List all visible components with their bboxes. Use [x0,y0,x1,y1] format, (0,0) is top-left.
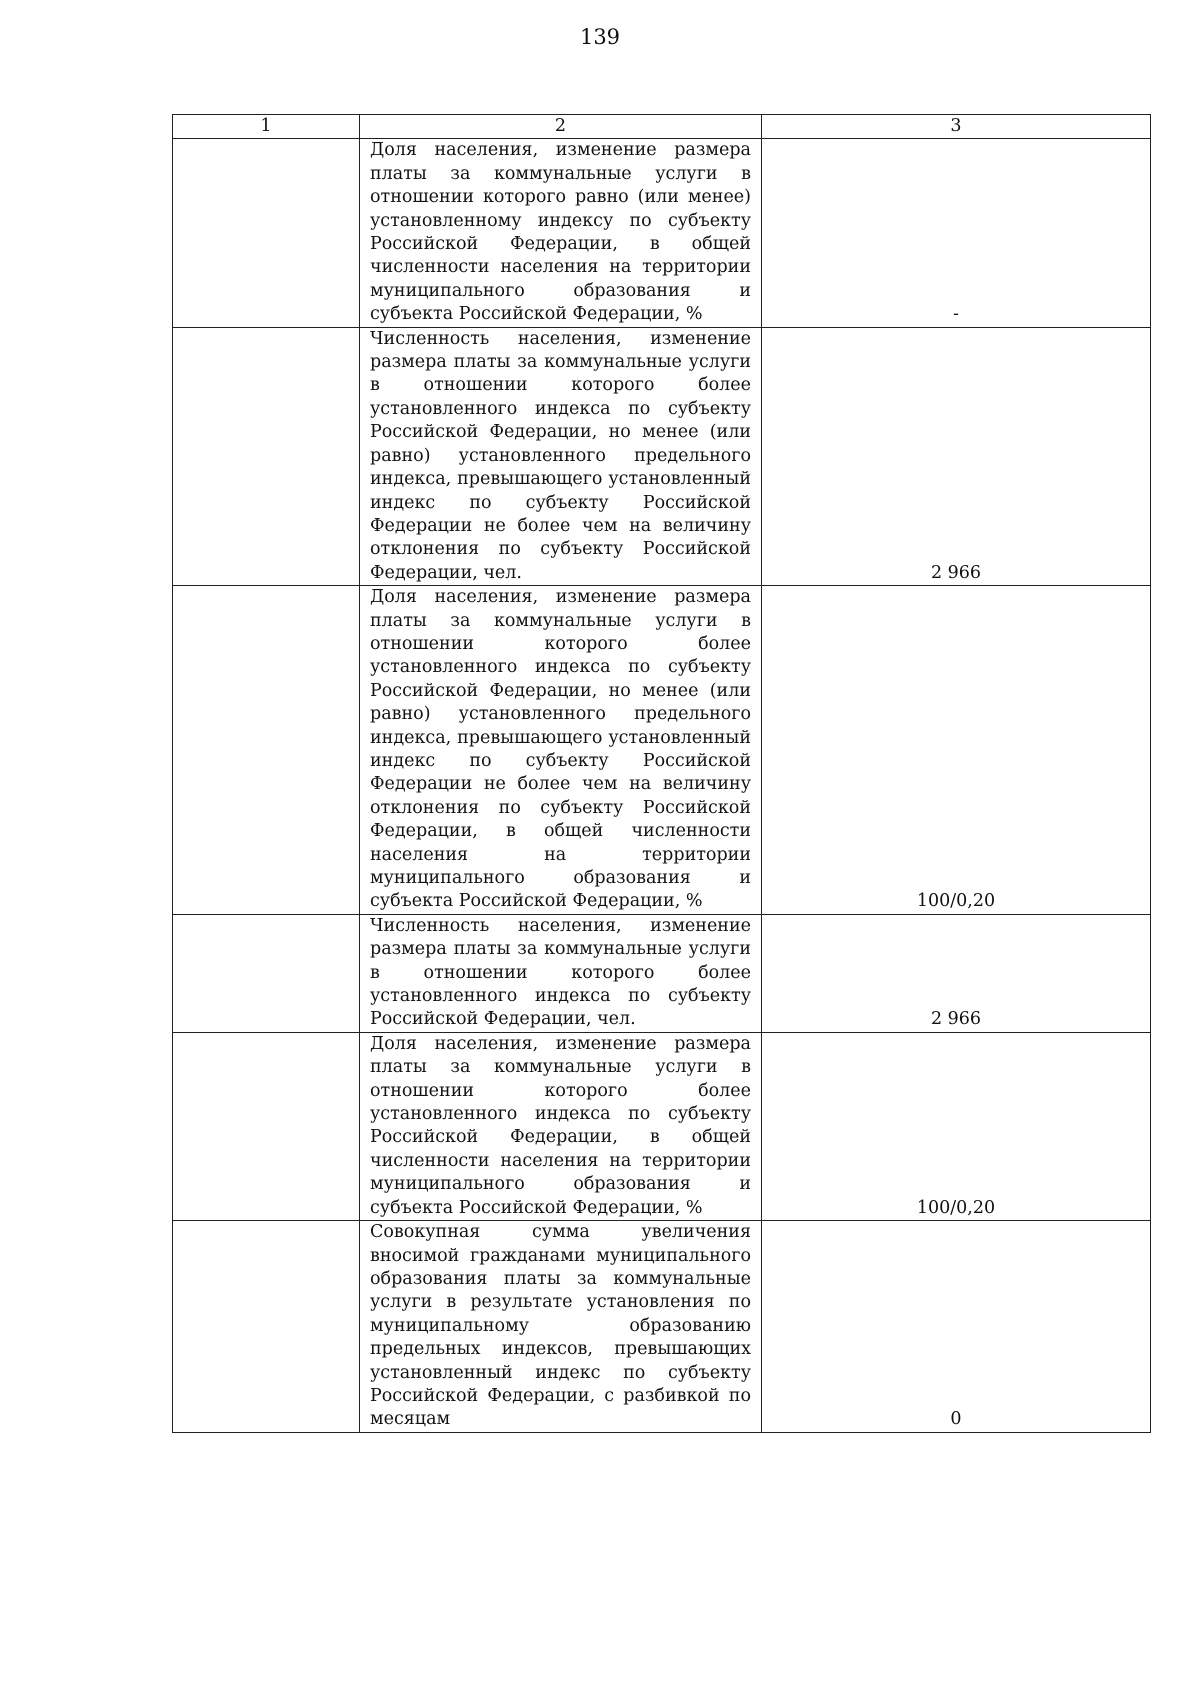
indicator-value: - [762,139,1151,327]
indicator-description: Численность населения, изменение размера платы за коммунальные услуги в отношении которого более установленного индекса по субъекту Российской Федерации, чел. [360,914,762,1032]
column-header-2: 2 [360,115,762,139]
indicator-description: Доля населения, изменение размера платы за коммунальные услуги в отношении которого более установленного индекса по субъекту Российской Федерации, в общей численности населения на территории муниципального образования и субъекта Российской Федерации, % [360,1032,762,1220]
indicator-description: Совокупная сумма увеличения вносимой гражданами муниципального образования платы за коммунальные услуги в результате установления по муниципальному образованию предельных индексов, превышающих установленный индекс по субъекту Российской Федерации, с разбивкой по месяцам [360,1221,762,1433]
table-row [173,139,1151,327]
row-group-cell [173,586,360,915]
indicator-value: 0 [762,1221,1151,1433]
table-row [173,327,1151,585]
indicator-value: 2 966 [762,327,1151,585]
table-header-row [173,115,1151,139]
table-row [173,914,1151,1032]
row-group-cell [173,1221,360,1433]
row-group-cell [173,914,360,1032]
indicator-value: 100/0,20 [762,1032,1151,1220]
page-number: 139 [579,25,621,49]
indicator-value: 2 966 [762,914,1151,1032]
indicators-table [172,114,1151,1433]
column-header-3: 3 [762,115,1151,139]
indicator-description: Доля населения, изменение размера платы за коммунальные услуги в отношении которого более установленного индекса по субъекту Российской Федерации, но менее (или равно) установленного предельного индекса, превышающего установленный индекс по субъекту Российской Федерации не более чем на величину отклонения по субъекту Российской Федерации, в общей численности населения на территории муниципального образования и субъекта Российской Федерации, % [360,586,762,915]
row-group-cell [173,1032,360,1220]
indicator-description: Доля населения, изменение размера платы за коммунальные услуги в отношении которого равно (или менее) установленному индексу по субъекту Российской Федерации, в общей численности населения на территории муниципального образования и субъекта Российской Федерации, % [360,139,762,327]
row-group-cell [173,139,360,327]
column-header-1: 1 [173,115,360,139]
table-row [173,1221,1151,1433]
row-group-cell [173,327,360,585]
table-row [173,586,1151,915]
indicator-description: Численность населения, изменение размера платы за коммунальные услуги в отношении которого более установленного индекса по субъекту Российской Федерации, но менее (или равно) установленного предельного индекса, превышающего установленный индекс по субъекту Российской Федерации не более чем на величину отклонения по субъекту Российской Федерации, чел. [360,327,762,585]
table-row [173,1032,1151,1220]
indicator-value: 100/0,20 [762,586,1151,915]
